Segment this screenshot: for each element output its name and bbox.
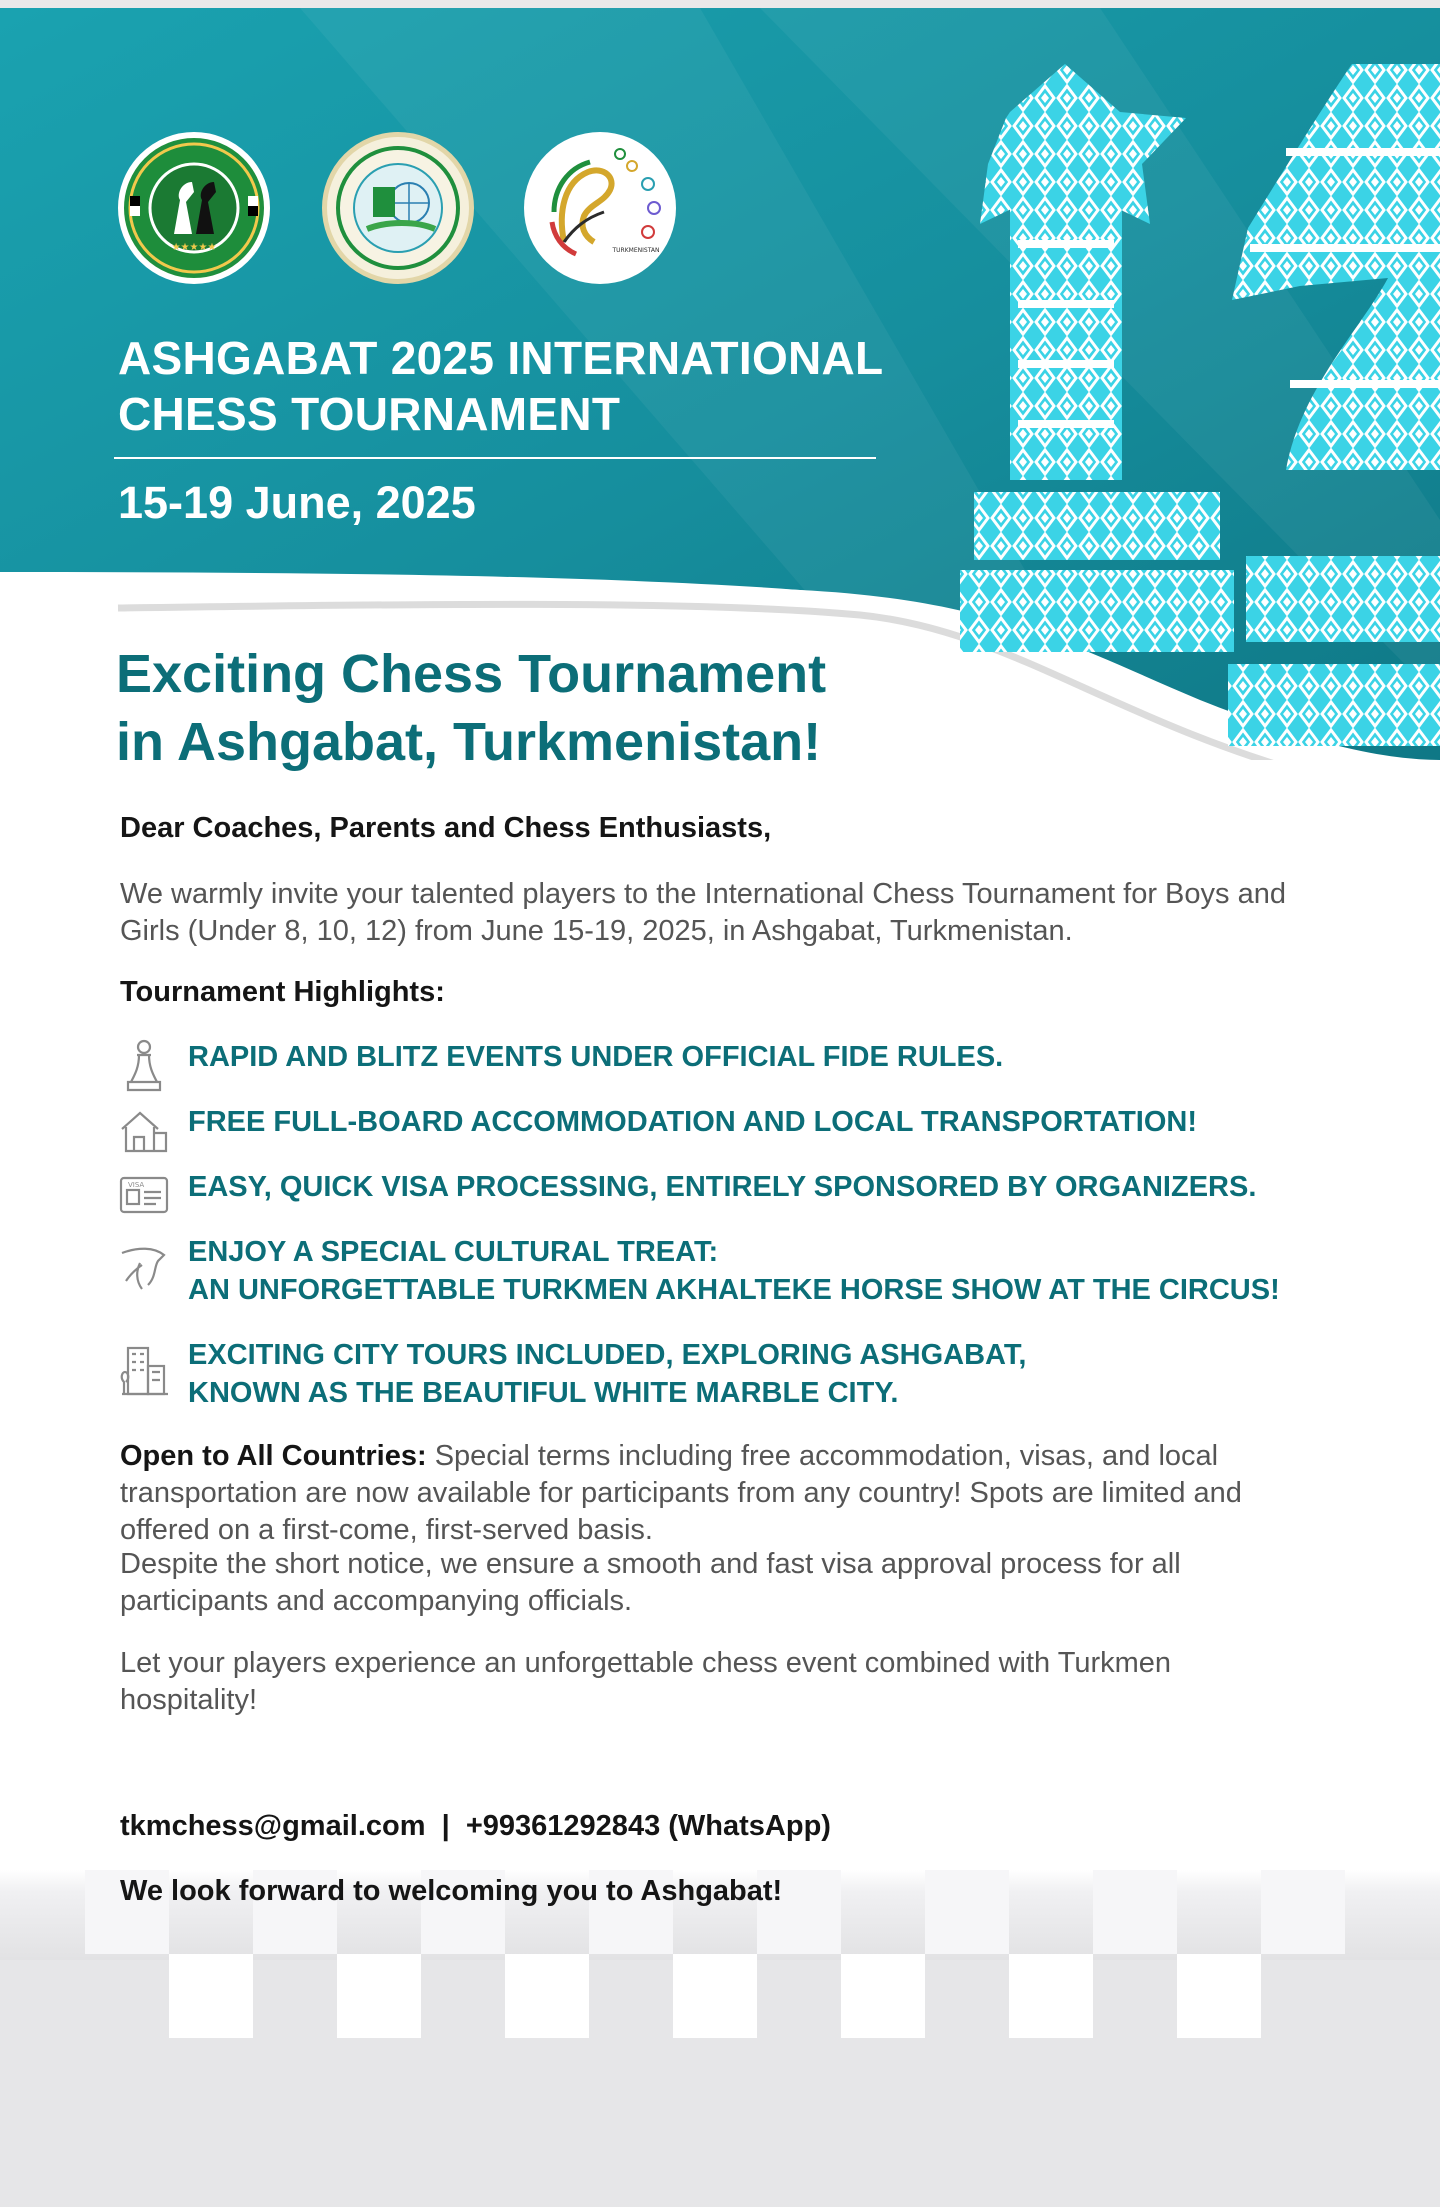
horse-head-sport-icon [524,132,676,284]
title-divider [114,457,876,459]
highlights-heading: Tournament Highlights: [120,976,445,1008]
svg-text:★★★★★: ★★★★★ [171,242,217,253]
highlight-text: RAPID AND BLITZ EVENTS UNDER OFFICIAL FIDE RULES. [188,1041,1004,1073]
greeting: Dear Coaches, Parents and Chess Enthusiasts, [120,812,772,844]
highlight-text: FREE FULL-BOARD ACCOMMODATION AND LOCAL TRANSPORTATION! [188,1106,1197,1138]
contact-info[interactable]: tkmchess@gmail.com | +99361292843 (WhatsApp) [120,1810,831,1842]
visa-card-icon [118,1168,170,1224]
turkmenistan-sport-logo [524,132,676,284]
checker-square [1177,1954,1261,2038]
highlight-text: EXCITING CITY TOURS INCLUDED, EXPLORING ASHGABAT, KNOWN AS THE BEAUTIFUL WHITE MARBLE CITY. [188,1339,1027,1409]
checker-square [673,1954,757,2038]
house-icon [118,1103,170,1159]
checker-square [337,1954,421,2038]
farewell-line: We look forward to welcoming you to Ashgabat! [120,1875,783,1907]
highlight-text: ENJOY A SPECIAL CULTURAL TREAT: AN UNFORGETTABLE TURKMEN AKHALTEKE HORSE SHOW AT THE CIRCUS! [188,1236,1280,1306]
closing-paragraph: Let your players experience an unforgettable chess event combined with Turkmen hospitality! [120,1647,1172,1716]
headline-line2: in Ashgabat, Turkmenistan! [116,712,822,772]
intro-paragraph: We warmly invite your talented players to the International Chess Tournament for Boys and Girls (Under 8, 10, 12) from June 15-19, 2025, in Ashgabat, Turkmenistan. [120,878,1286,947]
city-buildings-icon [118,1344,170,1400]
peace-trust-year-logo [322,132,474,284]
chess-pawn-icon [118,1038,170,1094]
open-countries-text: Special terms including free accommodation, visas, and local transportation are now available for participants from any country! Spots are limited and offered on a first-come, first-served basis. [120,1440,1242,1546]
event-title-line2: CHESS TOURNAMENT [118,388,621,440]
event-dates: 15-19 June, 2025 [118,477,476,528]
event-title [118,330,918,442]
highlight-text: EASY, QUICK VISA PROCESSING, ENTIRELY SPONSORED BY ORGANIZERS. [188,1171,1257,1203]
checker-square [1009,1954,1093,2038]
checker-square [505,1954,589,2038]
svg-text:VISA: VISA [128,1181,145,1189]
checker-square [841,1954,925,2038]
chess-federation-logo [118,132,270,284]
visa-notice-paragraph: Despite the short notice, we ensure a smooth and fast visa approval process for all participants and accompanying officials. [120,1548,1181,1617]
checker-square [1261,1870,1345,1954]
svg-text:TURKMENISTAN: TURKMENISTAN [612,247,660,254]
chess-federation-seal-icon [124,138,264,278]
event-title-line1: ASHGABAT 2025 INTERNATIONAL [118,332,884,384]
open-countries-paragraph [120,1438,1320,1549]
checkerboard-footer [0,1870,1440,2207]
checker-square [169,1954,253,2038]
checker-square [1093,1870,1177,1954]
horse-icon [118,1241,170,1297]
headline [116,640,1016,776]
open-countries-label: Open to All Countries: [120,1440,427,1472]
checker-square [925,1870,1009,1954]
globe-emblem-icon [327,137,469,279]
headline-line1: Exciting Chess Tournament [116,644,827,704]
